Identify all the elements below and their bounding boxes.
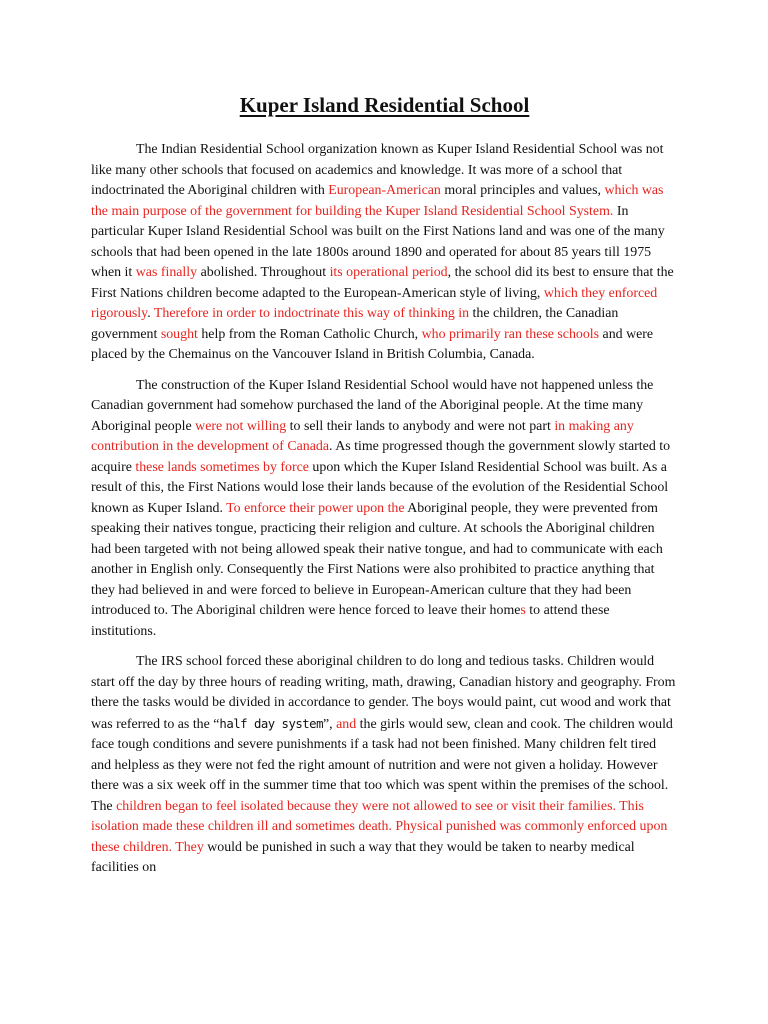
- body-text: upon which the Kuper Island Residential School was built. As a result of this, the First Nations would lose their lands because of the evolution of the Residential School known as Kuper Island.: [91, 459, 669, 516]
- quoted-term: half day system: [219, 716, 323, 731]
- highlighted-text: sought: [160, 326, 198, 342]
- body-text: moral principles and values,: [440, 183, 605, 198]
- body-text: to sell their lands to anybody and were not part: [286, 418, 555, 434]
- body-text: The construction of the Kuper Island Residential School would have not happened unless the Canadian government had somehow purchased the land of the Aboriginal people. At the time many Aboriginal people: [91, 377, 654, 434]
- highlighted-text: To enforce their power upon the: [226, 500, 405, 516]
- body-text: help from the Roman Catholic Church,: [197, 326, 422, 342]
- body-text: abolished. Throughout: [197, 265, 330, 280]
- highlighted-text: European-American: [328, 183, 441, 198]
- paragraph-1: [91, 140, 678, 366]
- body-text: the girls would sew, clean and cook. The children would face tough conditions and severe punishments if a task had not been finished. Many children felt tired and helpless as they were not fed the right amount of nutrition and were not given a holiday. However there was a six week off in the summer time that too which was spent within the premises of the school. The: [91, 716, 673, 814]
- highlighted-text: which they enforced rigorously: [91, 285, 658, 321]
- body-text: would be punished in such a way that they would be taken to nearby medical facilities on: [91, 839, 635, 875]
- highlighted-text: Therefore in order to indoctrinate this way of thinking in: [153, 306, 470, 321]
- body-text: , the school did its best to ensure that the First Nations children become adapted to the European-American style of living,: [91, 265, 674, 301]
- document-body: [91, 140, 678, 879]
- body-text: The Indian Residential School organization known as Kuper Island Residential School was not like many other schools that focused on academics and knowledge. It was more of a school that indoctrinated the Aboriginal children with: [91, 142, 664, 198]
- highlighted-text: who primarily ran these schools: [421, 326, 600, 342]
- highlighted-text: were not willing: [195, 418, 287, 434]
- body-text: In particular Kuper Island Residential School was built on the First Nations land and was one of the many schools that had been opened in the late 1800s around 1890 and operated for about 85 years till 1975 when it: [91, 203, 665, 280]
- highlighted-text: and: [336, 716, 357, 732]
- body-text: . As time progressed though the government slowly started to acquire: [91, 439, 671, 475]
- highlighted-text: which was the main purpose of the government for building the Kuper Island Residential School System.: [91, 183, 664, 219]
- highlighted-text: its operational period: [329, 265, 448, 280]
- body-text: .: [147, 306, 154, 321]
- highlighted-text: these lands sometimes by force: [135, 459, 309, 475]
- body-text: the children, the Canadian government: [91, 306, 619, 342]
- body-text: and were placed by the Chemainus on the Vancouver Island in British Columbia, Canada.: [91, 326, 654, 362]
- document-page: [91, 92, 678, 889]
- highlighted-text: was finally: [135, 265, 198, 280]
- body-text: to attend these institutions.: [91, 603, 610, 639]
- highlighted-text: children began to feel isolated because they were not allowed to see or visit their families. This isolation made these children ill and sometimes death. Physical punished was commonly enforced upon these children. They: [91, 798, 668, 855]
- body-text: The IRS school forced these aboriginal children to do long and tedious tasks. Children would start off the day by three hours of reading writing, math, drawing, Canadian history and geography. From there the tasks would be divided in accordance to gender. The boys would paint, cut wood and work that was referred to as the “: [91, 654, 676, 732]
- document-title: Kuper Island Residential School: [239, 93, 530, 117]
- highlighted-text: s: [520, 603, 526, 618]
- body-text: ”,: [322, 716, 337, 732]
- paragraph-2: [91, 376, 678, 643]
- body-text: Aboriginal people, they were prevented from speaking their natives tongue, practicing their religion and culture. At schools the Aboriginal children had been targeted with not being allowed speak their native tongue, and had to communicate with each another in English only. Consequently the First Nations were also prohibited to practice anything that they had believed in and were forced to believe in European-American culture that they had been introduced to. The Aboriginal children were hence forced to leave their home: [91, 500, 663, 618]
- paragraph-3: [91, 652, 678, 879]
- highlighted-text: in making any contribution in the development of Canada: [91, 418, 634, 454]
